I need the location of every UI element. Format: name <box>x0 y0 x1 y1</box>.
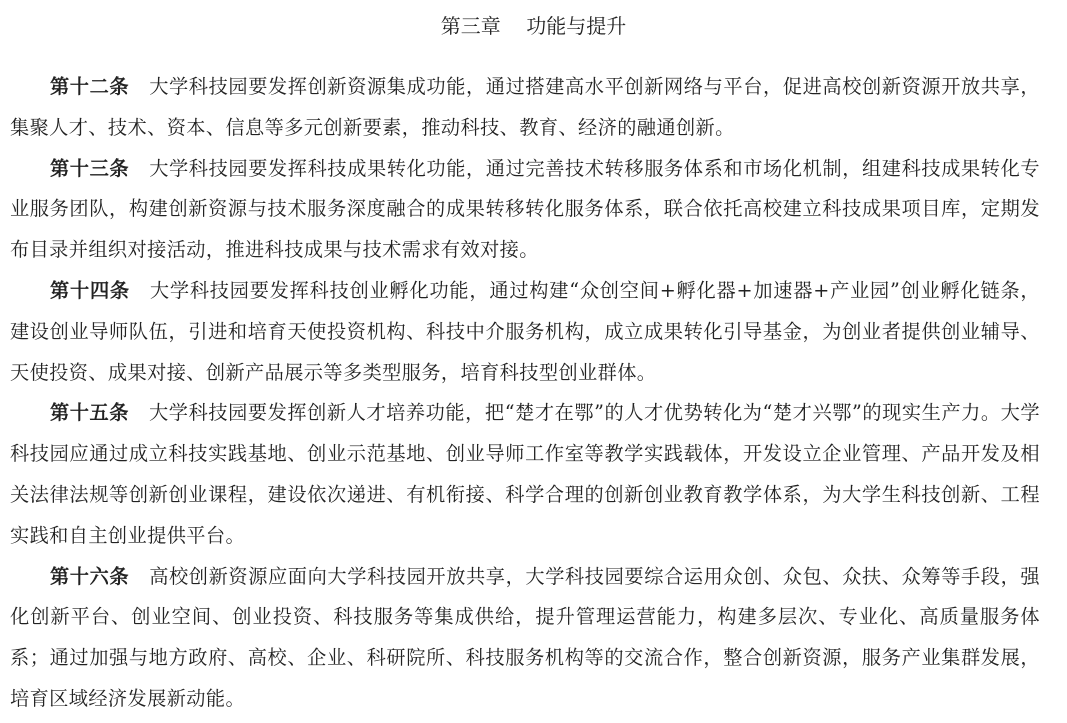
article-number: 第十六条 <box>50 564 130 588</box>
article-number: 第十二条 <box>50 75 130 98</box>
article-text: 大学科技园要发挥创新人才培养功能，把“楚才在鄂”的人才优势转化为“楚才兴鄂”的现实生产力。大学科技园应通过成立科技实践基地、创业示范基地、创业导师工作室等教学实践载体，开发设立企业管理、产品开发及相关法律法规等创新创业课程，建设依次递进、有机衔接、科学合理的创新创业教育教学体系，为大学生科技创新、工程实践和自主创业提供平台。 <box>10 401 1040 547</box>
article-text: 大学科技园要发挥科技创业孵化功能，通过构建“众创空间+孵化器+加速器+产业园”创业孵化链条，建设创业导师队伍，引进和培育天使投资机构、科技中介服务机构，成立成果转化引导基金，为创业者提供创业辅导、天使投资、成果对接、创新产品展示等多类型服务，培育科技型创业群体。 <box>10 278 1041 384</box>
article-14 <box>10 271 1040 393</box>
article-number: 第十四条 <box>50 278 130 302</box>
article-text: 大学科技园要发挥科技成果转化功能，通过完善技术转移服务体系和市场化机制，组建科技成果转化专业服务团队，构建创新资源与技术服务深度融合的成果转移转化服务体系，联合依托高校建立科技成果项目库，定期发布目录并组织对接活动，推进科技成果与技术需求有效对接。 <box>10 156 1040 262</box>
article-list <box>10 67 1040 720</box>
article-12 <box>10 67 1040 149</box>
article-text: 高校创新资源应面向大学科技园开放共享，大学科技园要综合运用众创、众包、众扶、众筹等手段，强化创新平台、创业空间、创业投资、科技服务等集成供给，提升管理运营能力，构建多层次、专业化、高质量服务体系；通过加强与地方政府、高校、企业、科研院所、科技服务机构等的交流合作，整合创新资源，服务产业集群发展，培育区域经济发展新动能。 <box>10 564 1040 710</box>
article-number: 第十三条 <box>50 156 130 180</box>
article-16 <box>10 557 1040 720</box>
article-13 <box>10 149 1040 271</box>
article-text: 大学科技园要发挥创新资源集成功能，通过搭建高水平创新网络与平台，促进高校创新资源开放共享，集聚人才、技术、资本、信息等多元创新要素，推动科技、教育、经济的融通创新。 <box>10 75 1040 139</box>
article-number: 第十五条 <box>50 401 130 425</box>
chapter-title: 第三章 功能与提升 <box>440 14 627 38</box>
article-15 <box>10 393 1040 556</box>
